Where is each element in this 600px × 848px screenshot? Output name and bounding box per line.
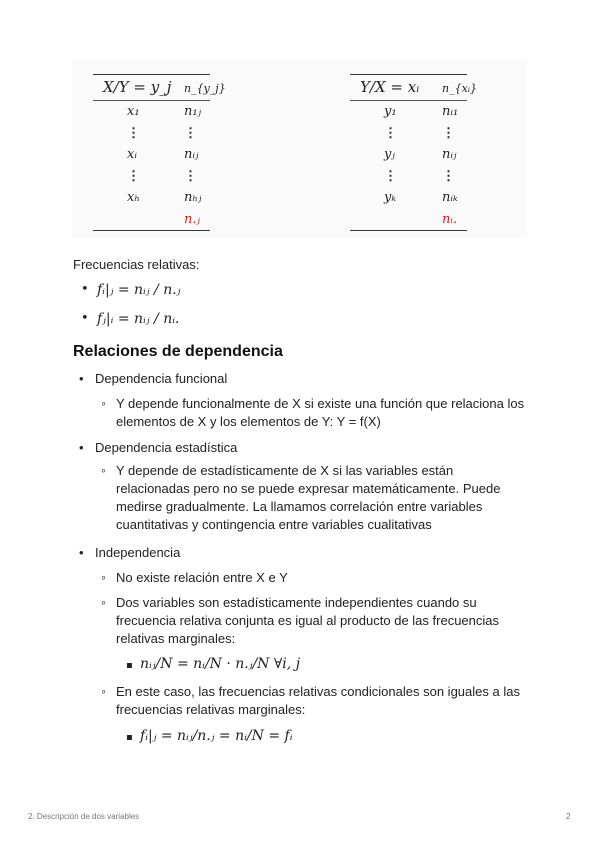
table-row [93,209,210,231]
sub-item-funcional: ◦ Y depende funcionalmente de X si existe una función que relaciona los elementos de X y los elementos de Y: Y = f(X) [116,395,526,431]
table-row [350,166,467,188]
table-header-cell: Y/X = xᵢ [360,78,420,96]
table-total-cell: n.ⱼ [184,211,200,227]
table-header-cell: n_{xᵢ} [442,82,477,95]
footer-page-number: 2 [566,812,571,821]
table-cell: ⋮ [442,125,455,141]
table-cell: y₁ [384,104,397,119]
table-cell: ⋮ [442,168,455,184]
table-row [93,144,210,166]
table-cell: x₁ [127,104,140,119]
table-cell: ⋮ [127,168,140,184]
table-cell: ⋮ [384,168,397,184]
table-cell: yₖ [384,190,397,205]
table-row [93,166,210,188]
table-cell: ⋮ [127,125,140,141]
table-row [93,101,210,123]
table-row [350,123,467,145]
formula-f-i-given-j: • fᵢ|ⱼ = nᵢⱼ / n.ⱼ [97,281,180,299]
table-cell: nᵢ₁ [442,104,459,119]
table-total-cell: nᵢ. [442,211,458,227]
table-cell: ⋮ [184,168,197,184]
conditional-table-y-given-x [350,74,477,231]
table-cell: xₕ [127,190,140,205]
table-row [350,144,467,166]
table-row [93,123,210,145]
table-cell: ⋮ [184,125,197,141]
table-header-cell: X/Y = y_j [103,78,172,96]
footer-chapter: 2. Descripción de dos variables [28,812,140,821]
sub-item-independientes: ◦ Dos variables son estadísticamente independientes cuando su frecuencia relativa conjunta es igual al producto de las frecuencias relativas marginales: [116,594,516,648]
formula-independence: ▪ nᵢⱼ/N = nᵢ/N · n.ⱼ/N ∀i, j [140,655,300,673]
table-row [350,187,467,209]
table-cell: nᵢₖ [442,190,458,205]
section-title: Relaciones de dependencia [73,343,283,360]
formula-conditional-equals-marginal: ▪ fᵢ|ⱼ = nᵢⱼ/n.ⱼ = nᵢ/N = fᵢ [140,727,293,745]
sub-item-no-relacion: ◦ No existe relación entre X e Y [116,569,288,587]
table-cell: nᵢⱼ [184,147,199,162]
list-item-independencia: • Independencia [95,544,180,562]
table-cell: nᵢⱼ [442,147,457,162]
formula-f-j-given-i: • fⱼ|ᵢ = nᵢⱼ / nᵢ. [97,310,179,328]
sub-item-condicionales: ◦ En este caso, las frecuencias relativas condicionales son iguales a las frecuencias relativas marginales: [116,683,526,719]
table-cell: nₕⱼ [184,190,202,205]
list-item-dependencia-estadistica: • Dependencia estadística [95,439,237,457]
table-header-cell: n_{y_j} [184,82,226,95]
table-row [350,101,467,123]
table-row [93,187,210,209]
table-cell: xᵢ [127,147,137,162]
contingency-tables-figure [72,60,527,238]
sub-item-estadistica: ◦ Y depende de estadísticamente de X si las variables están relacionadas pero no se puede expresar matemáticamente. Puede medirse gradualmente. La llamamos correlación entre variables cuantitativas y contingencia entre variables cualitativas [116,462,528,534]
table-row [350,209,467,231]
intro-text: Frecuencias relativas: [73,257,200,272]
table-cell: n₁ⱼ [184,104,202,119]
list-item-dependencia-funcional: • Dependencia funcional [95,370,227,388]
table-cell: yⱼ [384,147,395,162]
conditional-table-x-given-y [93,74,226,231]
table-cell: ⋮ [384,125,397,141]
